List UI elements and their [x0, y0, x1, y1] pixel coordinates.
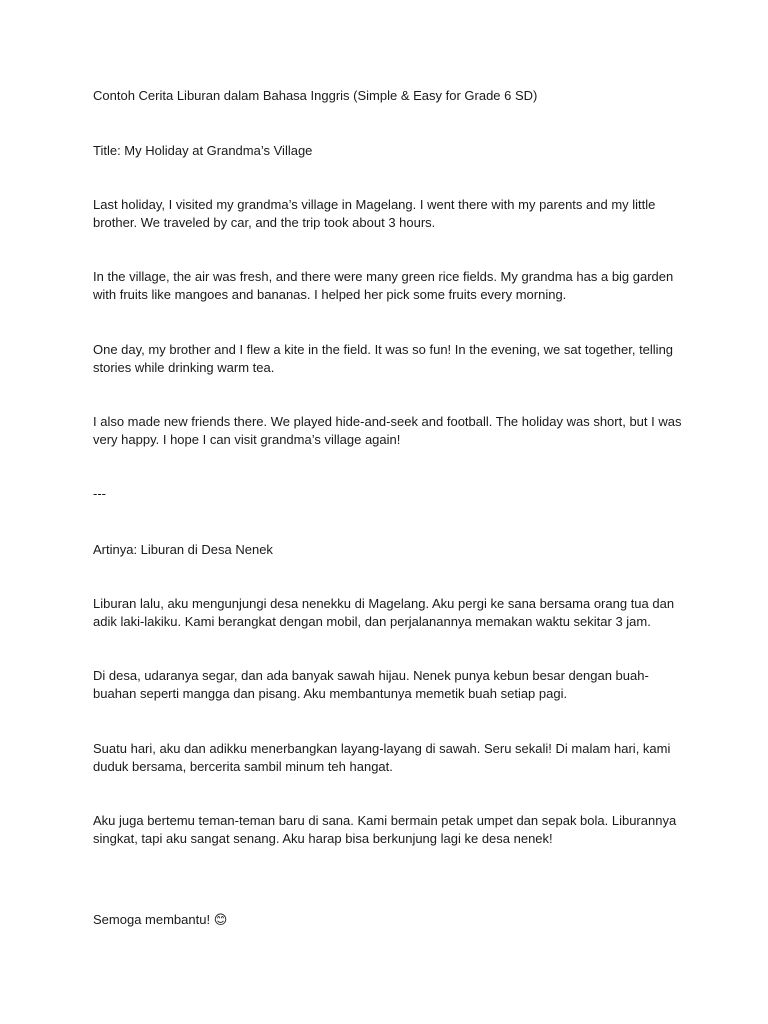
closing-text: Semoga membantu!	[93, 912, 211, 927]
indonesian-paragraph-2: Di desa, udaranya segar, dan ada banyak sawah hijau. Nenek punya kebun besar dengan buah-buahan seperti mangga dan pisang. Aku membantunya memetik buah setiap pagi.	[93, 668, 649, 701]
document-heading: Contoh Cerita Liburan dalam Bahasa Inggris (Simple & Easy for Grade 6 SD)	[93, 88, 538, 103]
story-title: Title: My Holiday at Grandma’s Village	[93, 143, 313, 158]
translation-title: Artinya: Liburan di Desa Nenek	[93, 542, 273, 557]
indonesian-paragraph-4: Aku juga bertemu teman-teman baru di sana. Kami bermain petak umpet dan sepak bola. Liburannya singkat, tapi aku sangat senang. Aku harap bisa berkunjung lagi ke desa nenek!	[93, 813, 677, 846]
english-paragraph-4: I also made new friends there. We played hide-and-seek and football. The holiday was short, but I was very happy. I hope I can visit grandma’s village again!	[93, 414, 682, 447]
english-paragraph-3: One day, my brother and I flew a kite in the field. It was so fun! In the evening, we sat together, telling stories while drinking warm tea.	[93, 342, 674, 375]
closing-line	[93, 911, 227, 930]
indonesian-paragraph-3: Suatu hari, aku dan adikku menerbangkan layang-layang di sawah. Seru sekali! Di malam hari, kami duduk bersama, bercerita sambil minum teh hangat.	[93, 741, 671, 774]
indonesian-paragraph-1: Liburan lalu, aku mengunjungi desa nenekku di Magelang. Aku pergi ke sana bersama orang tua dan adik laki-lakiku. Kami berangkat dengan mobil, dan perjalanannya memakan waktu sekitar 3 jam.	[93, 596, 675, 629]
english-paragraph-2: In the village, the air was fresh, and there were many green rice fields. My grandma has a big garden with fruits like mangoes and bananas. I helped her pick some fruits every morning.	[93, 269, 674, 302]
english-paragraph-1: Last holiday, I visited my grandma’s village in Magelang. I went there with my parents and my little brother. We traveled by car, and the trip took about 3 hours.	[93, 197, 656, 230]
smile-icon: 😊	[213, 913, 228, 928]
section-separator: ---	[93, 486, 106, 501]
